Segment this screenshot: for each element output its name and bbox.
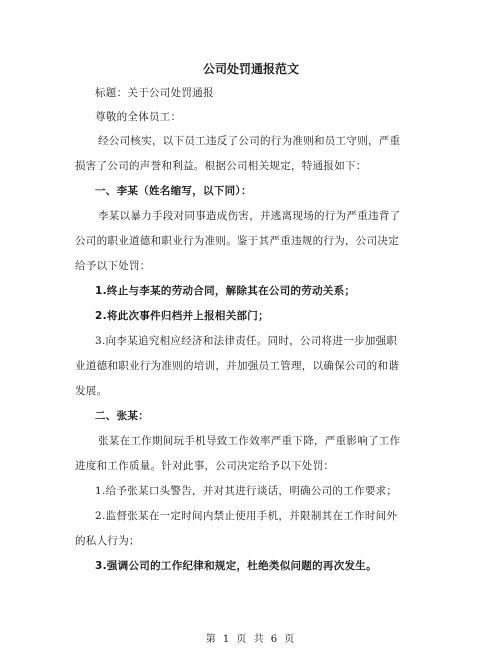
penalty-item: 2.监督张某在一定时间内禁止使用手机，并限制其在工作时间外: [95, 510, 398, 522]
greeting-line: 尊敬的全体员工：: [95, 111, 182, 123]
intro-paragraph-line: 经公司核实，以下员工违反了公司的行为准则和员工守则，严重: [98, 135, 401, 147]
intro-paragraph-line: 损害了公司的声誉和利益。根据公司相关规定，特通报如下：: [75, 160, 367, 172]
penalty-item: 2.将此次事件归档并上报相关部门；: [95, 310, 269, 322]
section-paragraph-line: 公司的职业道德和职业行为准则。鉴于其严重违规的行为，公司决定: [75, 235, 399, 247]
penalty-item: 3.强调公司的工作纪律和规定，杜绝类似问题的再次发生。: [95, 560, 377, 572]
section-paragraph-line: 张某在工作期间玩手机导致工作效率严重下降，严重影响了工作: [98, 435, 401, 447]
section-paragraph-line: 李某以暴力手段对同事造成伤害，并逃离现场的行为严重违背了: [98, 210, 401, 222]
page-footer: 第 1 页 共 6 页: [205, 634, 297, 645]
section-heading: 一、李某（姓名缩写，以下同）：: [95, 185, 252, 197]
penalty-item: 1.给予张某口头警告，并对其进行谈话，明确公司的工作要求；: [95, 485, 398, 497]
penalty-item: 3.向李某追究相应经济和法律责任。同时，公司将进一步加强职: [95, 335, 398, 347]
document-title: 公司处罚通报范文: [202, 62, 299, 76]
section-paragraph-line: 进度和工作质量。针对此事，公司决定给予以下处罚：: [75, 460, 335, 472]
section-paragraph-line: 给予以下处罚：: [75, 260, 151, 272]
penalty-item-continuation: 的私人行为；: [75, 535, 140, 547]
subject-line: 标题：关于公司处罚通报: [95, 87, 214, 99]
section-heading: 二、张某：: [95, 410, 149, 422]
penalty-item: 1.终止与李某的劳动合同，解除其在公司的劳动关系；: [95, 285, 356, 297]
penalty-item-continuation: 发展。: [75, 385, 108, 397]
penalty-item-continuation: 业道德和职业行为准则的培训，并加强员工管理，以确保公司的和谐: [75, 360, 399, 372]
